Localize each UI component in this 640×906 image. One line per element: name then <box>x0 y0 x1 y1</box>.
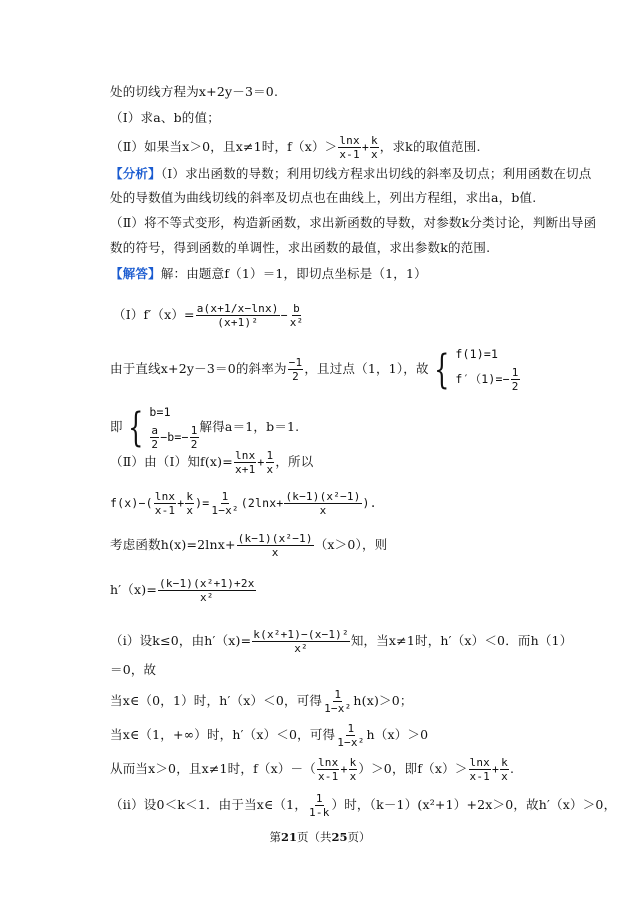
formula-line <box>110 792 616 819</box>
formula-line <box>110 688 413 715</box>
page-footer <box>0 829 640 845</box>
text-line: 处的切线方程为x+2y－3＝0. <box>110 84 279 99</box>
fraction <box>196 302 280 329</box>
fraction: $\frac{1}{2}$ <box>511 366 519 393</box>
total-pages: 25 <box>331 830 348 844</box>
fraction <box>370 134 379 161</box>
page-number: 21 <box>280 830 297 844</box>
formula-line: （Ⅱ）由（Ⅰ）知f(x)= $\frac{\ln x}{x+1}$ + $\frac{1}{x}$ ，所以 <box>110 449 314 476</box>
operator: − <box>280 308 288 322</box>
formula-line <box>113 302 305 329</box>
text: 当x∈（0，1）时，h′（x）＜0，可得 <box>110 693 323 708</box>
formula-line <box>110 577 257 604</box>
fraction: $\frac{\text{(k−1)(x²−1)}}{x}$ <box>237 532 313 559</box>
formula-line: 从而当x＞0，且x≠1时，f（x）－（ $\frac{\ln x}{x-1}$ + $\frac{k}{x}$ ）＞0，即f（x）＞ $\frac{\ln x}{x-1}$ + $\frac{k}{x}$ . <box>110 756 515 783</box>
text: 当x∈（1，+∞）时，h′（x）＜0，可得 <box>110 727 336 742</box>
question-part-2 <box>110 134 481 161</box>
footer-text: 页） <box>347 830 371 844</box>
text: ，且过点（1，1），故 <box>304 361 429 376</box>
fraction <box>338 134 360 161</box>
solution-line <box>110 266 427 282</box>
text: h（x）＞0 <box>366 727 429 742</box>
denominator: x <box>370 148 378 161</box>
operator: + <box>361 140 369 154</box>
fraction: $\frac{\text{(k−1)(x²+1)+2x}}{\text{x²}}$ <box>159 577 255 604</box>
equation: b=1 <box>149 405 171 419</box>
fraction: $\frac{1}{\text{1−x²}}$ <box>211 490 239 517</box>
fraction: $\frac{1}{\text{1−x²}}$ <box>324 688 352 715</box>
text: （ii）设0＜k＜1．由于当x∈（1， <box>110 797 308 812</box>
text: 考虑函数h(x)=2lnx+ <box>110 537 236 552</box>
text: 由于直线x+2y－3＝0的斜率为 <box>110 361 287 376</box>
fraction <box>289 302 305 329</box>
fraction: $\frac{\text{k(x²+1)−(x−1)²}}{\text{x²}}$ <box>253 628 349 655</box>
text: 知，当x≠1时，h′（x）＜0．而h（1） <box>350 633 573 648</box>
equation: $\frac{a}{2}$ −b=− $\frac{1}{2}$ <box>151 424 198 451</box>
fraction: $\frac{1}{x}$ <box>266 449 274 476</box>
fraction: $\frac{k}{x}$ <box>501 756 508 783</box>
text-line: 处的导数值为曲线切线的斜率及切点也在曲线上，列出方程组，求出a，b值. <box>110 190 537 205</box>
text: 从而当x＞0，且x≠1时，f（x）－（ <box>110 761 316 776</box>
text: h(x)＞0； <box>353 693 413 708</box>
analysis-tag: 【分析】 <box>110 166 161 181</box>
fraction: $\frac{k}{x}$ <box>186 490 194 517</box>
denominator: 2 <box>292 370 299 383</box>
formula-line <box>110 722 428 749</box>
formula-line <box>110 404 299 451</box>
solution-tag: 【解答】 <box>110 266 161 281</box>
text-line: （Ⅱ）将不等式变形，构造新函数，求出新函数的导数，对参数k分类讨论，判断出导函 <box>110 215 597 230</box>
analysis-line <box>110 166 592 182</box>
fraction: $\frac{\ln x}{x-1}$ <box>469 756 490 783</box>
numerator: a(x+1/x−lnx) <box>196 302 279 315</box>
equation: f′（1)=− $\frac{1}{2}$ <box>455 366 519 393</box>
numerator: b <box>293 302 300 315</box>
text: （Ⅱ）由（Ⅰ）知f(x)= <box>110 454 233 469</box>
brace-symbol: { <box>127 404 144 451</box>
text-line: 数的符号，得到函数的单调性，求出函数的最值，求出参数k的范围. <box>110 240 491 255</box>
brace-symbol: { <box>433 346 450 393</box>
fraction: $\frac{\text{(k−1)(x²−1)}}{x}$ <box>285 490 361 517</box>
text: （Ⅰ）求出函数的导数；利用切线方程求出切线的斜率及切点；利用函数在切点 <box>160 166 592 181</box>
numerator: k <box>370 134 378 147</box>
numerator: −1 <box>288 356 303 369</box>
text: 解得a＝1，b＝1. <box>199 419 300 434</box>
fraction: $\frac{\ln x}{x+1}$ <box>234 449 256 476</box>
equation-system <box>123 404 200 451</box>
text: （Ⅱ）如果当x＞0，且x≠1时，f（x）＞ <box>110 139 338 154</box>
fraction: $\frac{\ln x}{x-1}$ <box>317 756 339 783</box>
text: ）时，（k－1）(x²+1）+2x＞0，故h′（x）＞0， <box>331 797 617 812</box>
formula-line <box>110 346 521 393</box>
text: 解：由题意f（1）＝1，即切点坐标是（1，1） <box>160 266 427 281</box>
footer-text: 第 <box>269 830 281 844</box>
question-part-1: （Ⅰ）求a、b的值； <box>110 110 220 125</box>
equation: f(1)=1 <box>455 347 499 361</box>
fraction: $\frac{1}{1-k}$ <box>309 792 330 819</box>
text: ，求k的取值范围. <box>379 139 481 154</box>
text: （i）设k≤0，由h′（x)= <box>110 633 252 648</box>
formula-line <box>110 628 572 655</box>
text: ）＞0，即f（x）＞ <box>358 761 468 776</box>
text: （Ⅰ）f′（x）= <box>113 307 195 322</box>
fraction: $\frac{k}{x}$ <box>349 756 357 783</box>
numerator: lnx <box>339 134 360 147</box>
formula-line: f(x)−( $\frac{\ln x}{x-1}$ + $\frac{k}{x}$ )= $\frac{1}{\text{1−x²}}$ (2lnx+ $\frac{\text{(k−1)(x²−1)}}{x}$ ). <box>110 490 377 517</box>
text-line: ＝0，故 <box>110 662 157 677</box>
text: 即 <box>110 419 123 434</box>
fraction: $\frac{1}{\text{1−x²}}$ <box>337 722 365 749</box>
text: ，所以 <box>275 454 314 469</box>
equation-system <box>429 346 521 393</box>
formula-line <box>110 532 387 559</box>
fraction <box>288 356 304 383</box>
denominator: x² <box>289 316 304 329</box>
text: （x＞0），则 <box>314 537 388 552</box>
footer-text: 页（共 <box>297 830 332 844</box>
fraction: $\frac{\ln x}{x-1}$ <box>154 490 176 517</box>
denominator: (x+1)² <box>217 316 259 329</box>
text: h′（x)= <box>110 582 157 597</box>
denominator: x-1 <box>339 148 360 161</box>
